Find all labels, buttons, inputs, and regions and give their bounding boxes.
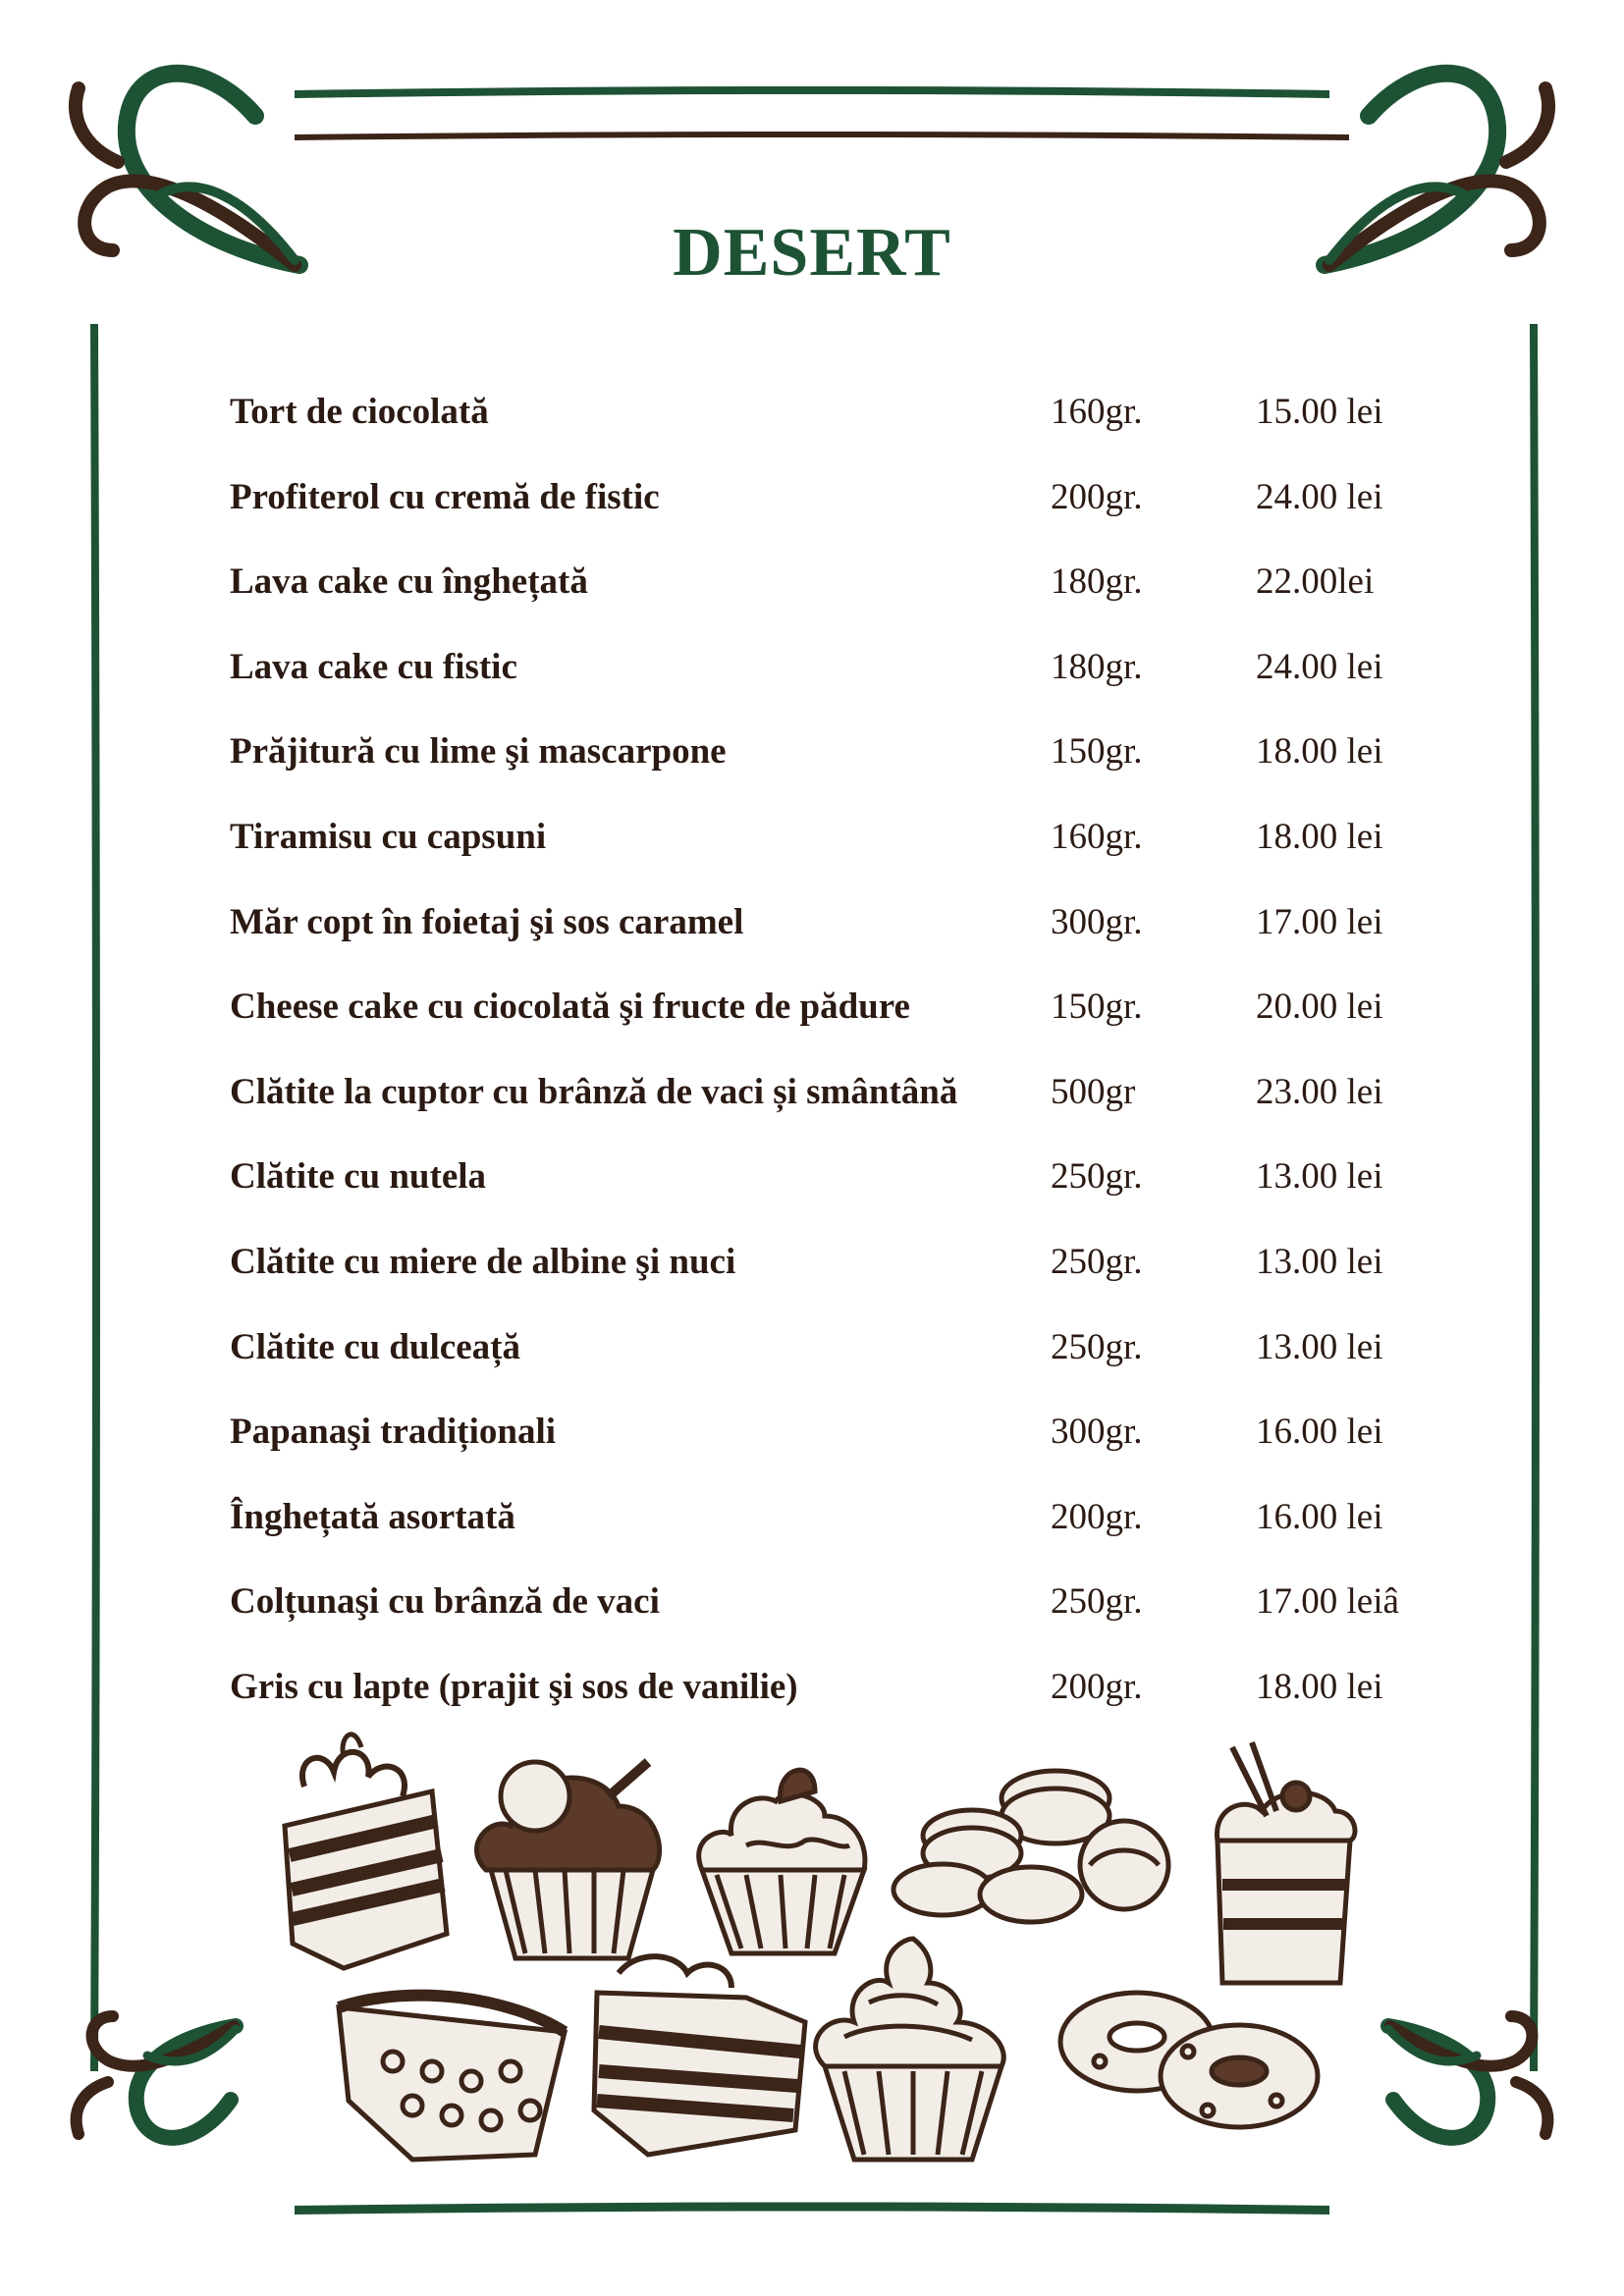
swirl-cupcake-illustration	[816, 1939, 1004, 2160]
layered-cake-slice-illustration	[285, 1735, 447, 1968]
donuts-illustration	[1060, 1993, 1318, 2127]
page-title: DESERT	[673, 215, 951, 291]
menu-item-price: 16.00 lei	[1256, 1496, 1383, 1537]
menu-item-name: Măr copt în foietaj şi sos caramel	[230, 901, 744, 942]
menu-item-weight: 200gr.	[1051, 1666, 1143, 1707]
menu-item-name: Tort de ciocolată	[230, 392, 489, 432]
menu-item-weight: 300gr.	[1051, 1412, 1143, 1453]
menu-item-price: 24.00 lei	[1256, 646, 1383, 687]
menu-item-name: Prăjitură cu lime şi mascarpone	[230, 731, 727, 773]
menu-item-name: Clătite la cuptor cu brânză de vaci și smântână	[230, 1071, 958, 1112]
menu-item-name: Lava cake cu înghețată	[230, 561, 588, 603]
menu-item-price: 17.00 leiâ	[1256, 1581, 1399, 1623]
menu-item-weight: 150gr.	[1051, 987, 1143, 1028]
menu-item-price: 16.00 lei	[1256, 1412, 1383, 1453]
menu-item-name: Papanaşi tradiționali	[230, 1412, 557, 1453]
menu-item-weight: 180gr.	[1051, 561, 1143, 603]
menu-item-price: 18.00 lei	[1256, 731, 1383, 773]
cupcake-illustration	[476, 1762, 659, 1958]
menu-item-weight: 250gr.	[1051, 1581, 1143, 1623]
strawberry-cupcake-illustration	[699, 1770, 865, 1953]
menu-item-price: 13.00 lei	[1256, 1326, 1383, 1367]
menu-item-weight: 160gr.	[1051, 392, 1143, 432]
menu-item-name: Înghețată asortată	[230, 1496, 515, 1537]
menu-item-weight: 200gr.	[1051, 1496, 1143, 1537]
menu-item-name: Lava cake cu fistic	[230, 646, 517, 687]
menu-item-weight: 300gr.	[1051, 901, 1143, 942]
menu-item-weight: 180gr.	[1051, 646, 1143, 687]
menu-item-name: Clătite cu miere de albine şi nuci	[230, 1241, 736, 1282]
menu-item-weight: 200gr.	[1051, 476, 1143, 517]
parfait-glass-illustration	[1218, 1742, 1355, 1983]
menu-item-weight: 160gr.	[1051, 816, 1143, 857]
macarons-illustration	[893, 1771, 1168, 1922]
pie-slice-illustration	[339, 1996, 565, 2160]
menu-item-name: Clătite cu nutela	[230, 1156, 487, 1198]
menu-item-price: 13.00 lei	[1256, 1156, 1383, 1198]
cake-slice-illustration	[594, 1956, 805, 2155]
menu-item-price: 20.00 lei	[1256, 987, 1383, 1028]
menu-item-name: Gris cu lapte (prajit şi sos de vanilie)	[230, 1666, 798, 1707]
menu-item-weight: 250gr.	[1051, 1156, 1143, 1198]
menu-item-price: 22.00lei	[1256, 561, 1375, 603]
menu-item-price: 15.00 lei	[1256, 392, 1383, 432]
menu-item-weight: 500gr	[1051, 1071, 1136, 1112]
menu-item-price: 13.00 lei	[1256, 1241, 1383, 1282]
menu-item-weight: 250gr.	[1051, 1326, 1143, 1367]
menu-item-weight: 250gr.	[1051, 1241, 1143, 1282]
menu-item-price: 24.00 lei	[1256, 476, 1383, 517]
menu-item-name: Profiterol cu cremă de fistic	[230, 476, 660, 517]
menu-item-name: Tiramisu cu capsuni	[230, 816, 547, 857]
menu-item-name: Colțunaşi cu brânză de vaci	[230, 1581, 660, 1623]
menu-item-price: 18.00 lei	[1256, 1666, 1383, 1707]
menu-item-name: Clătite cu dulceață	[230, 1326, 520, 1367]
menu-item-price: 17.00 lei	[1256, 901, 1383, 942]
menu-item-name: Cheese cake cu ciocolată şi fructe de pădure	[230, 987, 910, 1028]
menu-item-price: 18.00 lei	[1256, 816, 1383, 857]
menu-item-price: 23.00 lei	[1256, 1071, 1383, 1112]
menu-item-weight: 150gr.	[1051, 731, 1143, 773]
